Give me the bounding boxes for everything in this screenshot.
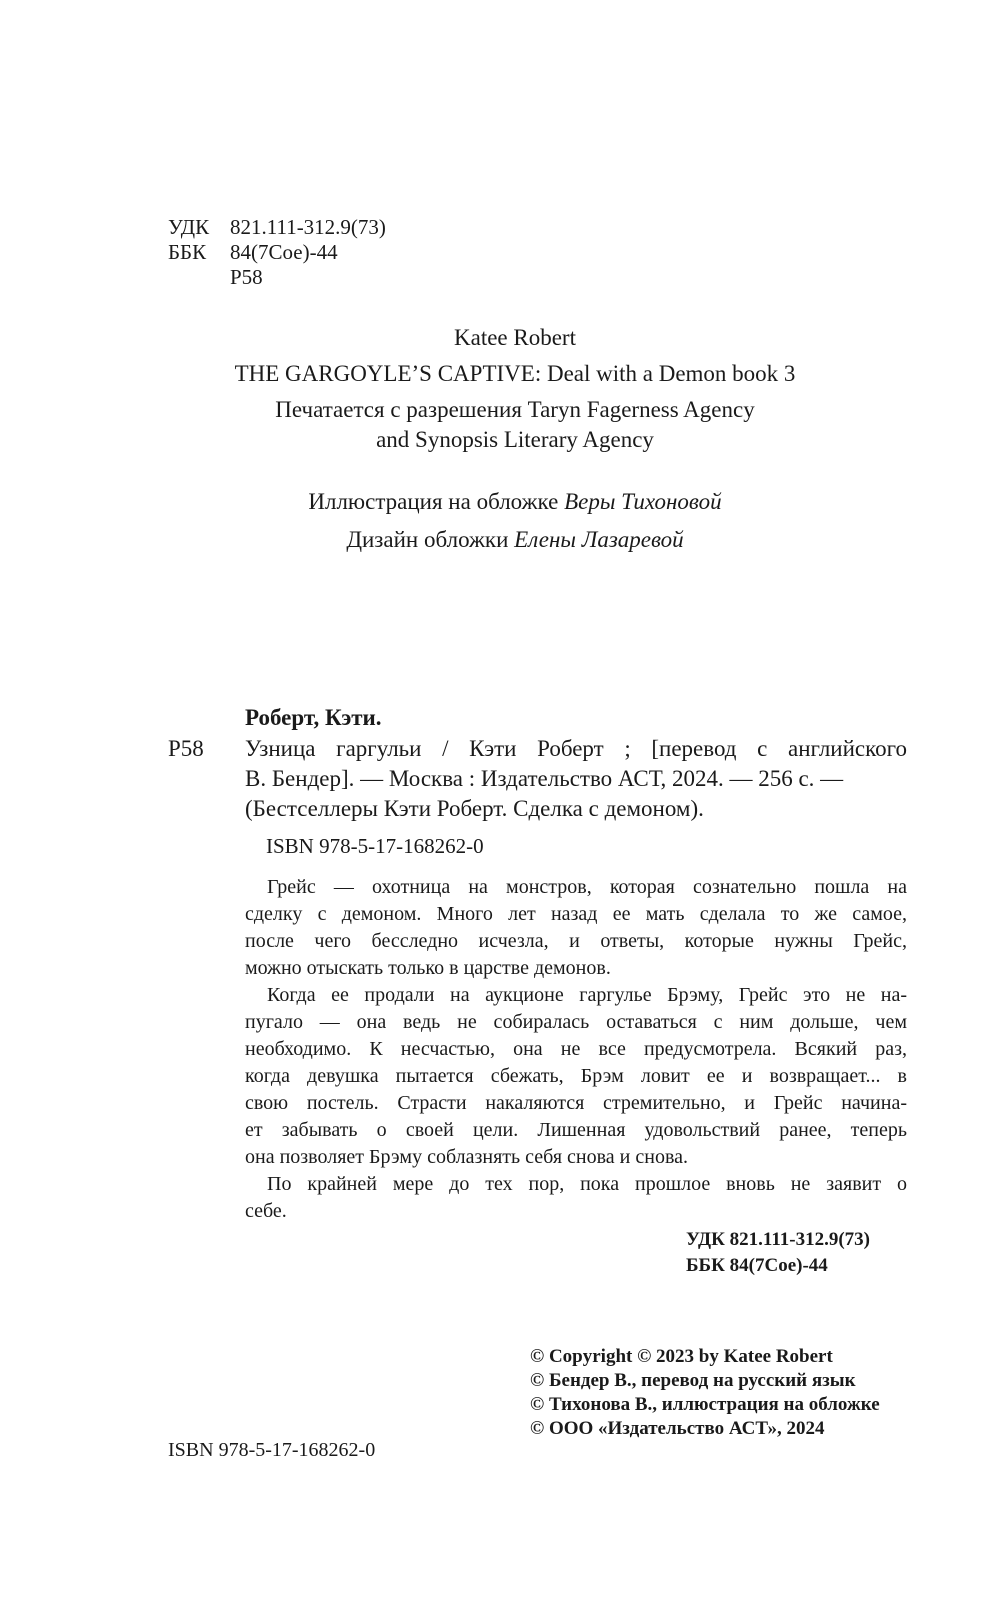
catalog-line-1: Узница гаргульи / Кэти Роберт ; [перевод с английского xyxy=(245,736,907,761)
annotation-line: она позволяет Брэму соблазнять себя снова и снова. xyxy=(245,1146,688,1168)
copyright-block xyxy=(530,1345,880,1441)
cover-credits xyxy=(150,487,880,555)
annotation-paragraph-3 xyxy=(245,1171,907,1225)
classification-codes xyxy=(168,215,386,290)
permission-line-2: and Synopsis Literary Agency xyxy=(376,427,654,452)
annotation-line: после чего бесследно исчезла, и ответы, которые нужны Грейс, xyxy=(245,930,907,952)
udk-label: УДК xyxy=(168,215,210,239)
copyright-line-3: © Тихонова В., иллюстрация на обложке xyxy=(530,1394,880,1415)
annotation-line: По крайней мере до тех пор, пока прошлое вновь не заявит о xyxy=(267,1173,907,1195)
annotation-line: когда девушка пытается сбежать, Брэм ловит ее и возвращает... в xyxy=(245,1065,907,1087)
bbk-value: 84(7Сое)-44 xyxy=(230,240,338,264)
annotation-line: ет забывать о своей цели. Лишенная удовольствий ранее, теперь xyxy=(245,1119,907,1141)
annotation-line: свою постель. Страсти накаляются стремительно, и Грейс начина- xyxy=(245,1092,907,1114)
catalog-description xyxy=(245,734,907,824)
illustrator-name: Веры Тихоновой xyxy=(564,489,722,514)
annotation-paragraph-2 xyxy=(245,982,907,1171)
catalog-heading: Роберт, Кэти. xyxy=(245,705,382,730)
isbn-bottom: ISBN 978-5-17-168262-0 xyxy=(168,1439,376,1461)
annotation-line: пугало — она ведь не собиралась оставаться с ним дольше, чем xyxy=(245,1011,907,1033)
copyright-line-4: © ООО «Издательство АСТ», 2024 xyxy=(530,1418,825,1439)
catalog-index-letter: Р58 xyxy=(168,736,204,761)
annotation-line: Когда ее продали на аукционе гаргулье Брэму, Грейс это не на- xyxy=(267,984,907,1006)
catalog-line-2: В. Бендер]. — Москва : Издательство АСТ, 2024. — 256 с. — xyxy=(245,766,844,791)
original-edition-info xyxy=(150,323,880,455)
copyright-line-2: © Бендер В., перевод на русский язык xyxy=(530,1370,856,1391)
annotation-line: Грейс — охотница на монстров, которая сознательно пошла на xyxy=(267,876,907,898)
annotation-line: сделку с демоном. Много лет назад ее мать сделала то же самое, xyxy=(245,903,907,925)
udk-right: УДК 821.111-312.9(73) xyxy=(686,1229,871,1250)
annotation-line: необходимо. К несчастью, она не все предусмотрела. Всякий раз, xyxy=(245,1038,907,1060)
annotation-line: можно отыскать только в царстве демонов. xyxy=(245,957,611,979)
design-credit xyxy=(150,525,880,555)
codes-right xyxy=(686,1227,870,1279)
illustration-credit xyxy=(150,487,880,517)
catalog-isbn: ISBN 978-5-17-168262-0 xyxy=(266,834,484,858)
copyright-line-1: © Copyright © 2023 by Katee Robert xyxy=(530,1346,833,1367)
bbk-right: ББК 84(7Сое)-44 xyxy=(686,1255,828,1276)
udk-value: 821.111-312.9(73) xyxy=(230,215,386,239)
illustration-prefix: Иллюстрация на обложке xyxy=(308,489,565,514)
catalog-line-3: (Бестселлеры Кэти Роберт. Сделка с демоном). xyxy=(245,796,704,821)
original-title: THE GARGOYLE’S CAPTIVE: Deal with a Demon book 3 xyxy=(234,361,796,386)
bbk-label: ББК xyxy=(168,240,207,264)
original-author: Katee Robert xyxy=(454,325,576,350)
designer-name: Елены Лазаревой xyxy=(514,527,684,552)
permission-line-1: Печатается с разрешения Taryn Fagerness Agency xyxy=(275,397,755,422)
design-prefix: Дизайн обложки xyxy=(346,527,515,552)
annotation xyxy=(245,874,907,1225)
author-mark: Р58 xyxy=(230,265,263,289)
annotation-paragraph-1 xyxy=(245,874,907,982)
annotation-line: себе. xyxy=(245,1200,287,1222)
